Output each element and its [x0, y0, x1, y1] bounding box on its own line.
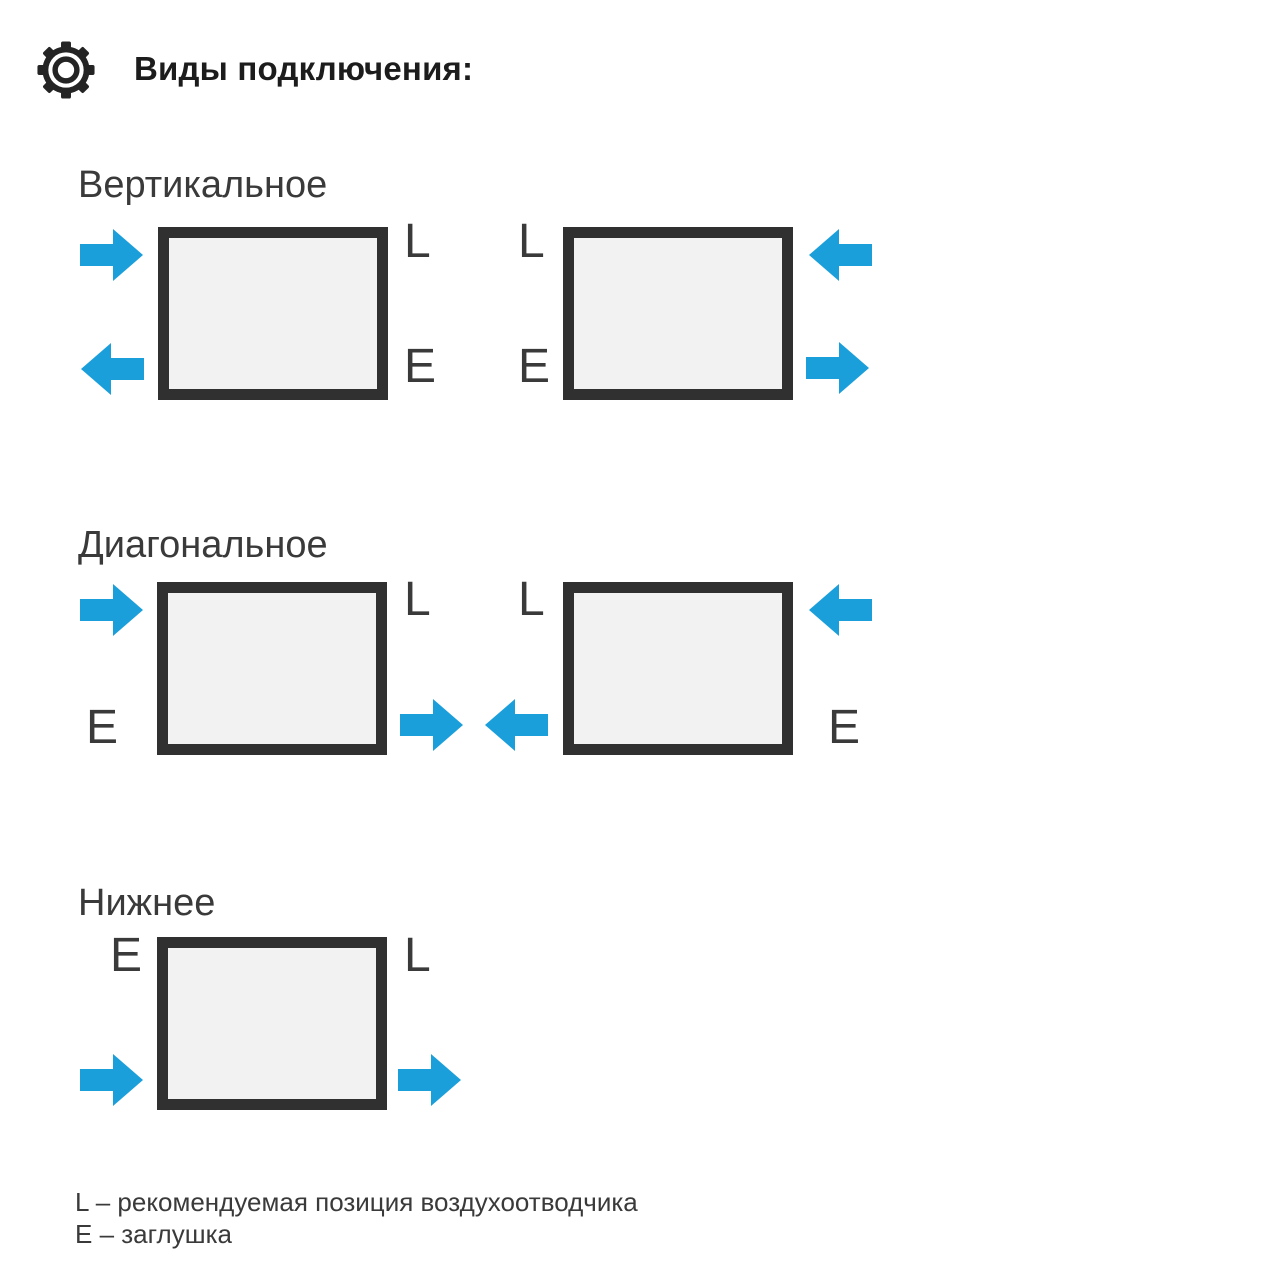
port-label-l: L	[404, 215, 431, 268]
port-label-l: L	[518, 215, 545, 268]
section-title: Вертикальное	[78, 164, 328, 206]
port-label-e: E	[404, 340, 437, 393]
port-label-e: E	[110, 929, 143, 982]
port-label-l: L	[404, 573, 431, 626]
gear-icon	[37, 41, 95, 99]
arrow-right-icon	[806, 340, 870, 396]
page-title: Виды подключения:	[134, 50, 474, 87]
radiator-body	[563, 227, 793, 400]
port-label-e: E	[86, 701, 119, 754]
arrow-left-icon	[80, 341, 144, 397]
radiator-body	[158, 227, 388, 400]
arrow-right-icon	[80, 227, 144, 283]
section-title: Нижнее	[78, 882, 216, 924]
legend-line-vent: L – рекомендуемая позиция воздухоотводчика	[75, 1187, 638, 1217]
radiator-body	[157, 582, 387, 755]
arrow-right-icon	[400, 697, 464, 753]
section-title: Диагональное	[78, 524, 328, 566]
arrow-right-icon	[398, 1052, 462, 1108]
legend-line-plug: E – заглушка	[75, 1219, 232, 1249]
radiator-body	[157, 937, 387, 1110]
port-label-l: L	[518, 573, 545, 626]
port-label-l: L	[404, 929, 431, 982]
arrow-left-icon	[808, 227, 872, 283]
port-label-e: E	[828, 701, 861, 754]
arrow-right-icon	[80, 582, 144, 638]
arrow-right-icon	[80, 1052, 144, 1108]
radiator-body	[563, 582, 793, 755]
arrow-left-icon	[808, 582, 872, 638]
arrow-left-icon	[484, 697, 548, 753]
port-label-e: E	[518, 340, 551, 393]
